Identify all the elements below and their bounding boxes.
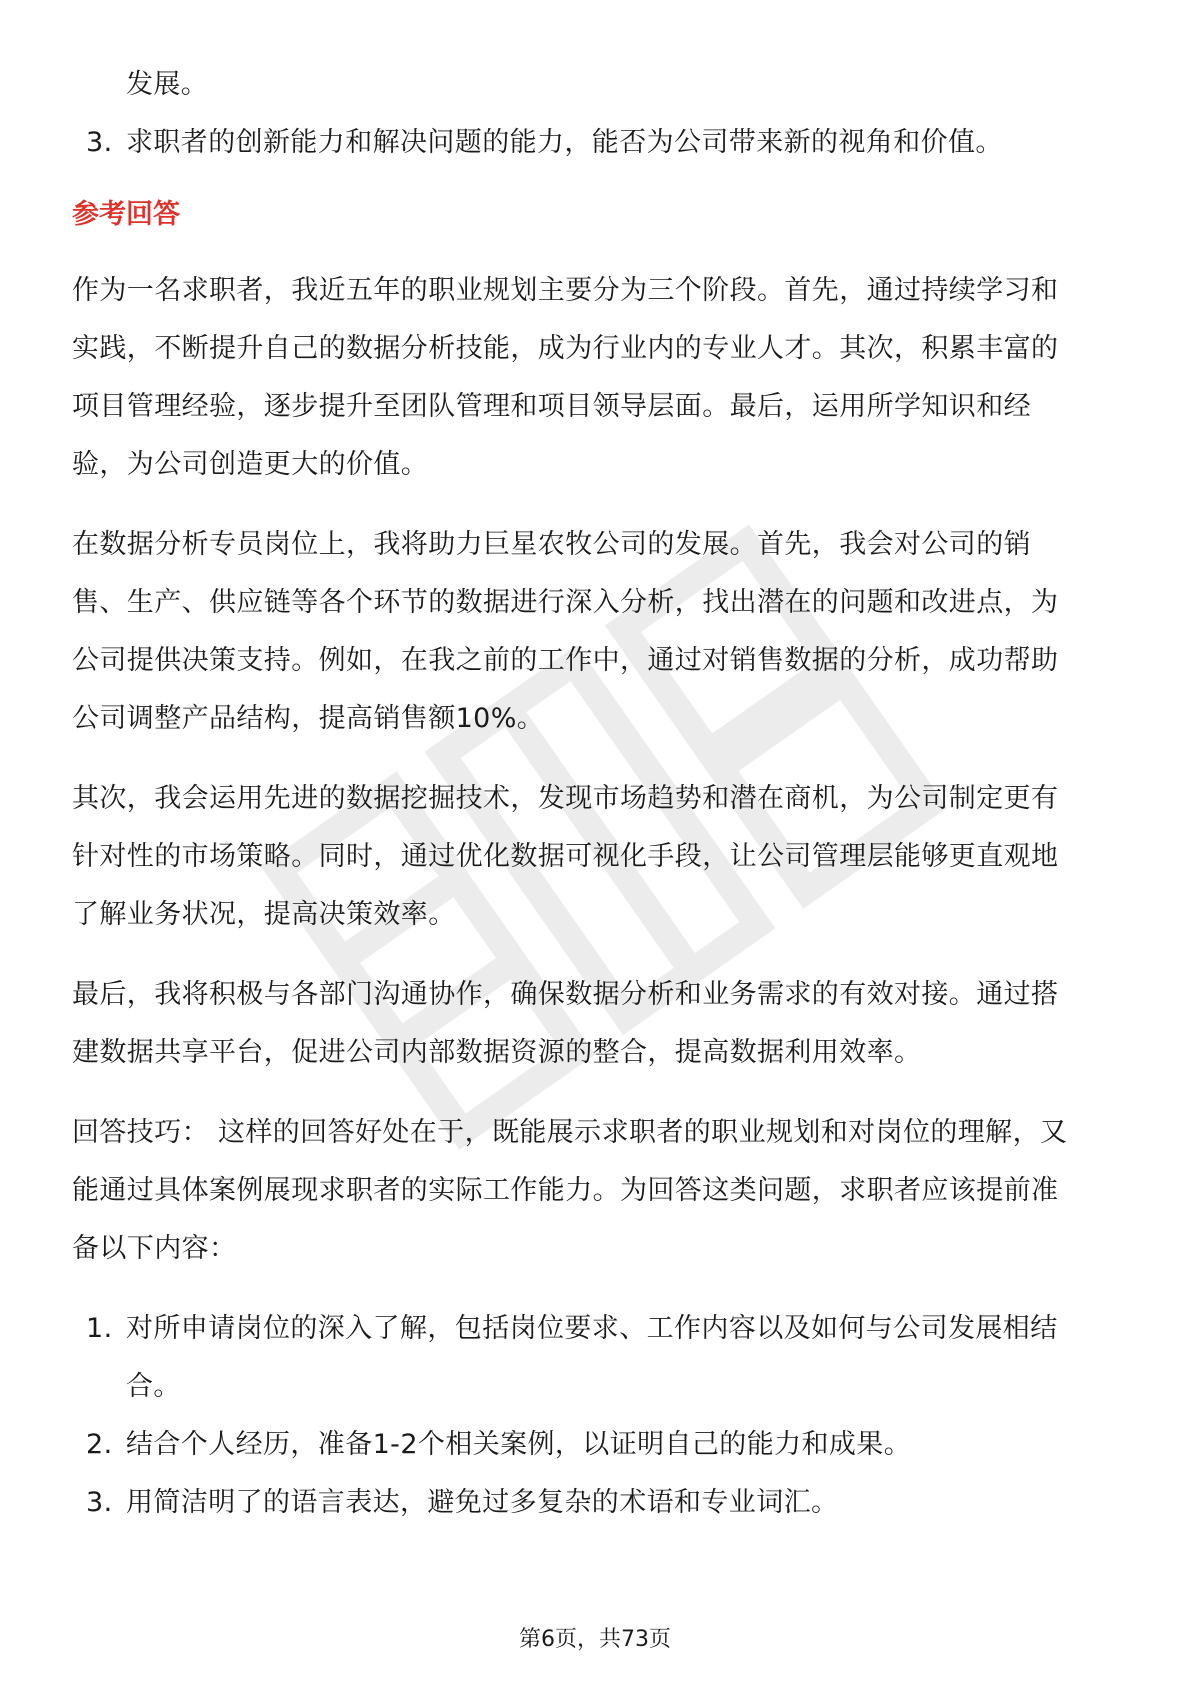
list-number: 3. (86, 127, 113, 158)
paragraph (72, 770, 1120, 944)
paragraph-line: 售、生产、供应链等各个环节的数据进行深入分析，找出潜在的问题和改进点，为 (72, 587, 1059, 618)
paragraph-line: 建数据共享平台，促进公司内部数据资源的整合，提高数据利用效率。 (72, 1037, 922, 1068)
page-footer: 第6页，共73页 (519, 1627, 671, 1652)
list-item (72, 1416, 1120, 1474)
paragraph-line: 公司提供决策支持。例如，在我之前的工作中，通过对销售数据的分析，成功帮助 (72, 645, 1059, 676)
list-item (72, 1300, 1120, 1358)
list-item-continuation: 发展。 (126, 69, 209, 100)
paragraph-line: 在数据分析专员岗位上，我将助力巨星农牧公司的发展。首先，我会对公司的销 (72, 529, 1031, 560)
list-number: 2. (86, 1429, 113, 1460)
list-item (72, 114, 1120, 172)
list-item-text: 结合个人经历，准备1-2个相关案例，以证明自己的能力和成果。 (126, 1429, 912, 1460)
section-heading: 参考回答 (72, 199, 180, 230)
paragraph-line: 回答技巧： 这样的回答好处在于，既能展示求职者的职业规划和对岗位的理解，又 (72, 1117, 1068, 1148)
list-item-text: 用简洁明了的语言表达，避免过多复杂的术语和专业词汇。 (126, 1487, 839, 1518)
answer-tips-paragraph (72, 1104, 1120, 1278)
paragraph-line: 实践，不断提升自己的数据分析技能，成为行业内的专业人才。其次，积累丰富的 (72, 333, 1059, 364)
list-item-text: 求职者的创新能力和解决问题的能力，能否为公司带来新的视角和价值。 (126, 127, 1003, 158)
paragraph-line: 最后，我将积极与各部门沟通协作，确保数据分析和业务需求的有效对接。通过搭 (72, 979, 1059, 1010)
document-content (72, 56, 1120, 1532)
paragraph (72, 966, 1120, 1082)
list-item-text: 对所申请岗位的深入了解，包括岗位要求、工作内容以及如何与公司发展相结 (126, 1313, 1058, 1344)
paragraph-line: 项目管理经验，逐步提升至团队管理和项目领导层面。最后，运用所学知识和经 (72, 391, 1031, 422)
paragraph-line: 备以下内容： (72, 1233, 237, 1264)
list-item (72, 1474, 1120, 1532)
list-number: 3. (86, 1487, 113, 1518)
paragraph (72, 516, 1120, 748)
paragraph-line: 验，为公司创造更大的价值。 (72, 449, 429, 480)
tips-list (72, 1300, 1120, 1532)
paragraph-line: 了解业务状况，提高决策效率。 (72, 899, 456, 930)
paragraph-line: 针对性的市场策略。同时，通过优化数据可视化手段，让公司管理层能够更直观地 (72, 841, 1059, 872)
paragraph-line: 公司调整产品结构，提高销售额10%。 (72, 703, 545, 734)
list-item-continuation: 合。 (126, 1371, 181, 1402)
paragraph-line: 作为一名求职者，我近五年的职业规划主要分为三个阶段。首先，通过持续学习和 (72, 275, 1059, 306)
paragraph-line: 能通过具体案例展现求职者的实际工作能力。为回答这类问题，求职者应该提前准 (72, 1175, 1059, 1206)
list-number: 1. (86, 1313, 113, 1344)
paragraph (72, 262, 1120, 494)
paragraph-line: 其次，我会运用先进的数据挖掘技术，发现市场趋势和潜在商机，为公司制定更有 (72, 783, 1059, 814)
